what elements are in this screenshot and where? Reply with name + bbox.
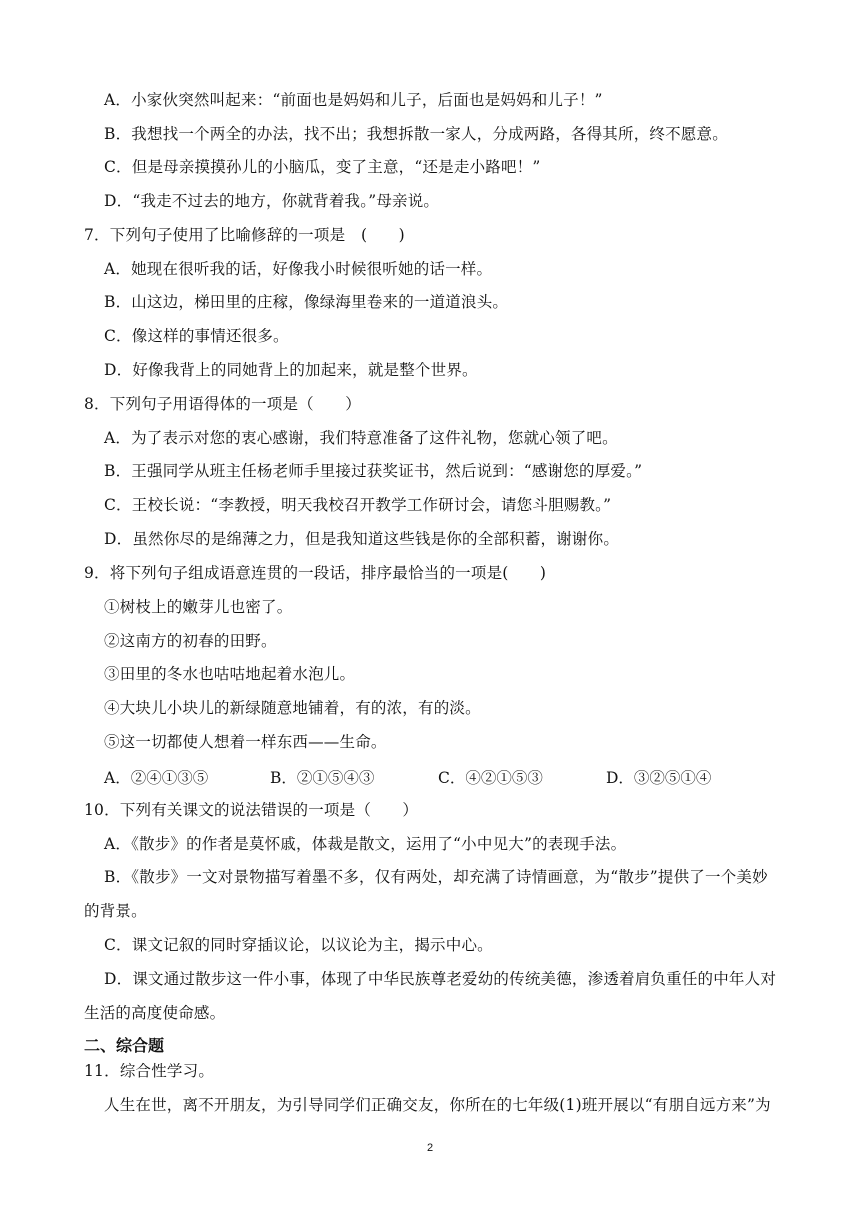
q10-option-d-line2: 生活的高度使命感。 [84,1004,226,1022]
q10-option-b-line2: 的背景。 [84,902,147,920]
q8-option-d: D．虽然你尽的是绵薄之力，但是我知道这些钱是你的全部积蓄，谢谢你。 [104,530,620,548]
q9-sentence-1: ①树枝上的嫩芽儿也密了。 [104,598,293,616]
q7-option-d: D．好像我背上的同她背上的加起来，就是整个世界。 [104,361,478,379]
q10-stem: 10．下列有关课文的说法错误的一项是（ ） [84,801,419,819]
q8-option-a: A．为了表示对您的衷心感谢，我们特意准备了这件礼物，您就心领了吧。 [104,429,618,447]
q7-option-a: A．她现在很听我的话，好像我小时候很听她的话一样。 [104,260,493,278]
q9-stem: 9．将下列句子组成语意连贯的一段话，排序最恰当的一项是( ) [84,564,547,582]
q6-option-a: A．小家伙突然叫起来：“前面也是妈妈和儿子，后面也是妈妈和儿子！” [104,91,603,109]
q6-option-b: B．我想找一个两全的办法，找不出；我想拆散一家人，分成两路，各得其所，终不愿意。 [104,125,728,143]
q11-paragraph: 人生在世，离不开朋友，为引导同学们正确交友，你所在的七年级(1)班开展以“有朋自远方来”为 [104,1096,771,1114]
q10-option-d-line1: D．课文通过散步这一件小事，体现了中华民族尊老爱幼的传统美德，渗透着肩负重任的中年人对 [104,970,777,988]
q9-sentence-4: ④大块儿小块儿的新绿随意地铺着，有的浓，有的淡。 [104,699,481,717]
q8-option-b: B．王强同学从班主任杨老师手里接过获奖证书，然后说到：“感谢您的厚爱。” [104,462,643,480]
q9-option-d: D．③②⑤①④ [606,769,712,787]
q10-option-c: C．课文记叙的同时穿插议论，以议论为主，揭示中心。 [104,936,493,954]
page-number: 2 [426,1142,434,1154]
q7-option-b: B．山这边，梯田里的庄稼，像绿海里卷来的一道道浪头。 [104,293,509,311]
q8-stem: 8．下列句子用语得体的一项是（ ） [84,395,361,413]
q9-sentence-2: ②这南方的初春的田野。 [104,632,277,650]
q9-options [104,766,784,786]
section-heading: 二、综合题 [84,1036,165,1055]
q11-stem: 11．综合性学习。 [84,1062,215,1080]
q9-option-c: C．④②①⑤③ [438,769,543,787]
q9-option-b: B．②①⑤④③ [270,769,375,787]
q6-option-c: C．但是母亲摸摸孙儿的小脑瓜，变了主意，“还是走小路吧！” [104,158,541,176]
q7-option-c: C．像这样的事情还很多。 [104,327,289,345]
q9-option-a: A．②④①③⑤ [104,769,209,787]
q9-sentence-3: ③田里的冬水也咕咕地起着水泡儿。 [104,665,356,683]
q6-option-d: D．“我走不过去的地方，你就背着我。”母亲说。 [104,192,440,210]
q9-sentence-5: ⑤这一切都使人想着一样东西——生命。 [104,733,387,751]
q10-option-a: A．《散步》的作者是莫怀戚，体裁是散文，运用了“小中见大”的表现手法。 [104,835,627,853]
q7-stem: 7．下列句子使用了比喻修辞的一项是 ( ) [84,226,405,244]
q10-option-b-line1: B．《散步》一文对景物描写着墨不多，仅有两处，却充满了诗情画意，为“散步”提供了一个美妙 [104,868,768,886]
q8-option-c: C．王校长说：“李教授，明天我校召开教学工作研讨会，请您斗胆赐教。” [104,496,612,514]
